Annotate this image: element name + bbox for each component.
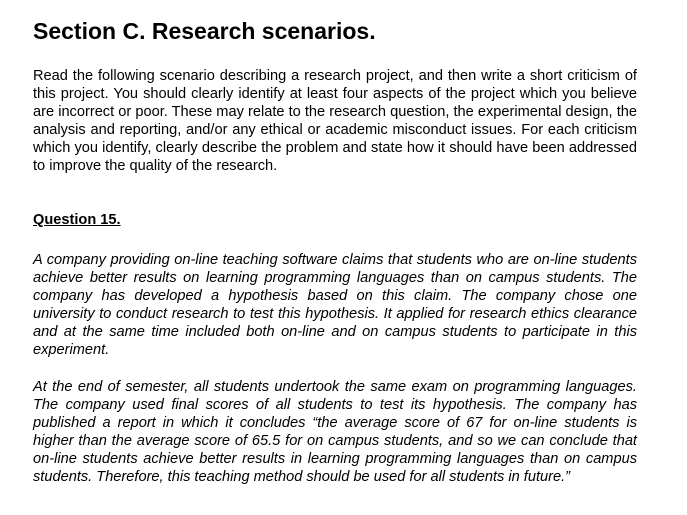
scenario-paragraph: A company providing on-line teaching software claims that students who are on-line students achieve better results on learning programming languages than on campus students. The company has developed a hypothesis based on this claim. The company chose one university to conduct research to test this hypothesis. It applied for research ethics clearance and at the same time included both on-line and on campus students to participate in this experiment.: [33, 252, 637, 358]
section-title: Section C. Research scenarios.: [33, 18, 376, 44]
question-heading: Question 15.: [33, 212, 121, 228]
instructions-paragraph: Read the following scenario describing a research project, and then write a short criticism of this project. You should clearly identify at least four aspects of the project which you believe are incorrect or poor. These may relate to the research question, the experimental design, the analysis and reporting, and/or any ethical or academic misconduct issues. For each criticism which you identify, clearly describe the problem and state how it should have been addressed to improve the quality of the research.: [33, 68, 637, 174]
outcome-paragraph: At the end of semester, all students undertook the same exam on programming languages. The company used final scores of all students to test its hypothesis. The company has published a report in which it concludes “the average score of 67 for on-line students is higher than the average score of 65.5 for on campus students, and so we can conclude that on-line students achieve better results in learning programming languages than on campus students. Therefore, this teaching method should be used for all students in future.”: [33, 379, 637, 485]
